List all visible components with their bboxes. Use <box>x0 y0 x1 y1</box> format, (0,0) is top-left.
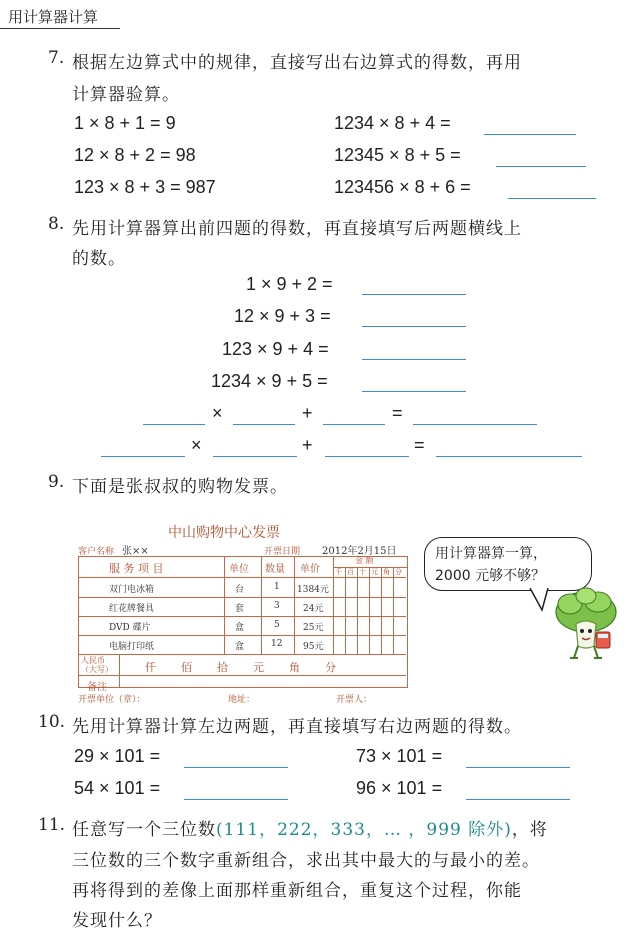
q11-text-line1 <box>72 815 548 840</box>
receipt-amount-sub-yuan: 元 <box>371 568 378 576</box>
receipt-amount-sub-shi: 十 <box>359 568 366 576</box>
receipt-rmb-units: 仟 佰 拾 元 角 分 <box>145 661 342 674</box>
q7-right-eq-3: 123456 × 8 + 6 = <box>334 177 471 197</box>
q11-number: 11. <box>38 815 66 835</box>
q8-row5-blank-b[interactable] <box>233 424 295 425</box>
q11-text-line1c: ，将 <box>511 820 548 840</box>
receipt-row3-unit: 盒 <box>235 623 245 633</box>
receipt-amount-sub-fen: 分 <box>395 568 402 576</box>
q8-eq-3: 123 × 9 + 4 = <box>222 339 329 359</box>
q7-text-line2: 计算器验算。 <box>72 85 180 105</box>
q8-text-line2: 的数。 <box>72 249 126 269</box>
q8-number: 8. <box>48 214 65 234</box>
receipt-header-qty: 数量 <box>265 564 285 575</box>
receipt-amount-sub-qian: 千 <box>335 568 342 576</box>
q7-right-eq-2: 12345 × 8 + 5 = <box>334 145 461 165</box>
receipt-row2-unit: 套 <box>235 604 245 614</box>
q8-row6-blank-c[interactable] <box>325 456 409 457</box>
receipt-date-value: 2012年2月15日 <box>322 546 397 557</box>
q8-answer-blank-2[interactable] <box>362 326 466 327</box>
q8-row5-equals: = <box>392 403 403 423</box>
shopping-receipt <box>78 522 408 705</box>
receipt-rmb-label: 人民币（大写） <box>81 656 113 674</box>
q9-text: 下面是张叔叔的购物发票。 <box>72 477 288 497</box>
q8-row6-equals: = <box>414 435 425 455</box>
q10-answer-blank-4[interactable] <box>466 799 570 800</box>
bubble-line-1: 用计算器算一算， <box>435 546 547 562</box>
receipt-row2-qty: 3 <box>274 601 280 611</box>
bubble-line-2: 2000 元够不够？ <box>435 568 546 584</box>
q7-left-eq-1: 1 × 8 + 1 = 9 <box>74 113 176 133</box>
q8-row6-blank-a[interactable] <box>101 456 185 457</box>
receipt-row1-price: 1384元 <box>297 585 329 595</box>
receipt-customer-value: 张×× <box>122 546 149 557</box>
receipt-row4-item: 电脑打印纸 <box>109 642 155 652</box>
receipt-row2-price: 24元 <box>303 604 324 614</box>
q8-row6-blank-d[interactable] <box>436 456 582 457</box>
q11-text-line2: 三位数的三个数字重新组合，求出其中最大的与最小的差。 <box>72 851 540 871</box>
receipt-row1-item: 双门电冰箱 <box>109 585 155 595</box>
q8-row5-blank-a[interactable] <box>143 424 205 425</box>
receipt-header-item: 服 务 项 目 <box>109 562 164 575</box>
receipt-header-price: 单价 <box>300 564 320 575</box>
q10-number: 10. <box>38 712 66 732</box>
q11-text-line1a: 任意写一个三位数 <box>72 820 216 840</box>
q10-text: 先用计算器计算左边两题，再直接填写右边两题的得数。 <box>72 717 522 737</box>
q8-eq-4: 1234 × 9 + 5 = <box>211 371 328 391</box>
q10-eq-2: 73 × 101 = <box>356 746 443 766</box>
receipt-title: 中山购物中心发票 <box>168 525 280 541</box>
receipt-header-unit: 单位 <box>229 564 249 575</box>
receipt-customer-label: 客户名称 <box>78 547 115 557</box>
q8-answer-blank-3[interactable] <box>362 359 466 360</box>
q7-answer-blank-3[interactable] <box>508 198 596 199</box>
q10-answer-blank-2[interactable] <box>466 767 570 768</box>
q7-answer-blank-1[interactable] <box>484 134 576 135</box>
q7-number: 7. <box>48 48 65 68</box>
q10-answer-blank-1[interactable] <box>184 767 288 768</box>
q7-right-eq-1: 1234 × 8 + 4 = <box>334 113 451 133</box>
receipt-row4-qty: 12 <box>271 639 283 649</box>
receipt-row3-qty: 5 <box>274 620 280 630</box>
q7-text-line1: 根据左边算式中的规律，直接写出右边算式的得数，再用 <box>72 53 522 73</box>
q10-eq-1: 29 × 101 = <box>74 746 161 766</box>
receipt-row1-unit: 台 <box>235 585 245 595</box>
q8-row6-times: × <box>191 435 202 455</box>
q8-row5-blank-c[interactable] <box>323 424 385 425</box>
receipt-table <box>78 556 408 693</box>
receipt-amount-sub-jiao: 角 <box>383 568 390 576</box>
q10-eq-3: 54 × 101 = <box>74 778 161 798</box>
q7-answer-blank-2[interactable] <box>496 166 586 167</box>
q8-row5-times: × <box>212 403 223 423</box>
receipt-footer-issuer-person: 开票人： <box>336 695 373 705</box>
q9-number: 9. <box>48 472 65 492</box>
receipt-row3-item: DVD 碟片 <box>109 623 151 633</box>
receipt-row1-qty: 1 <box>274 582 280 592</box>
q8-row6-plus: + <box>302 435 313 455</box>
speech-bubble <box>424 537 592 591</box>
header-underline <box>0 28 120 29</box>
receipt-footer-issuer: 开票单位（章）： <box>78 695 146 705</box>
page-title: 用计算器计算 <box>8 8 99 26</box>
q8-eq-2: 12 × 9 + 3 = <box>234 306 331 326</box>
q7-left-eq-2: 12 × 8 + 2 = 98 <box>74 145 196 165</box>
receipt-note-label: 备注 <box>87 682 107 693</box>
receipt-row4-unit: 盒 <box>235 642 245 652</box>
q7-left-eq-3: 123 × 8 + 3 = 987 <box>74 177 216 197</box>
q8-row6-blank-b[interactable] <box>213 456 297 457</box>
q11-text-line3: 再将得到的差像上面那样重新组合，重复这个过程，你能 <box>72 881 522 901</box>
q11-text-exclusion: (111，222，333，… ，999 除外) <box>216 820 512 840</box>
receipt-row3-price: 25元 <box>303 623 324 633</box>
receipt-date-label: 开票日期 <box>264 547 301 557</box>
q8-answer-blank-1[interactable] <box>362 294 466 295</box>
q8-eq-1: 1 × 9 + 2 = <box>246 274 333 294</box>
q10-eq-4: 96 × 101 = <box>356 778 443 798</box>
receipt-footer-address: 地址： <box>228 695 256 705</box>
q11-text-line4: 发现什么？ <box>72 911 162 931</box>
q10-answer-blank-3[interactable] <box>184 799 288 800</box>
q8-text-line1: 先用计算器算出前四题的得数，再直接填写后两题横线上 <box>72 219 522 239</box>
receipt-row2-item: 红花牌餐具 <box>109 604 155 614</box>
receipt-header-amount: 金 额 <box>355 556 374 565</box>
q8-row5-blank-d[interactable] <box>413 424 537 425</box>
q8-answer-blank-4[interactable] <box>362 391 466 392</box>
receipt-row4-price: 95元 <box>303 642 324 652</box>
q8-row5-plus: + <box>302 403 313 423</box>
cabbage-mascot-icon <box>548 584 626 662</box>
receipt-amount-sub-bai: 百 <box>347 568 354 576</box>
